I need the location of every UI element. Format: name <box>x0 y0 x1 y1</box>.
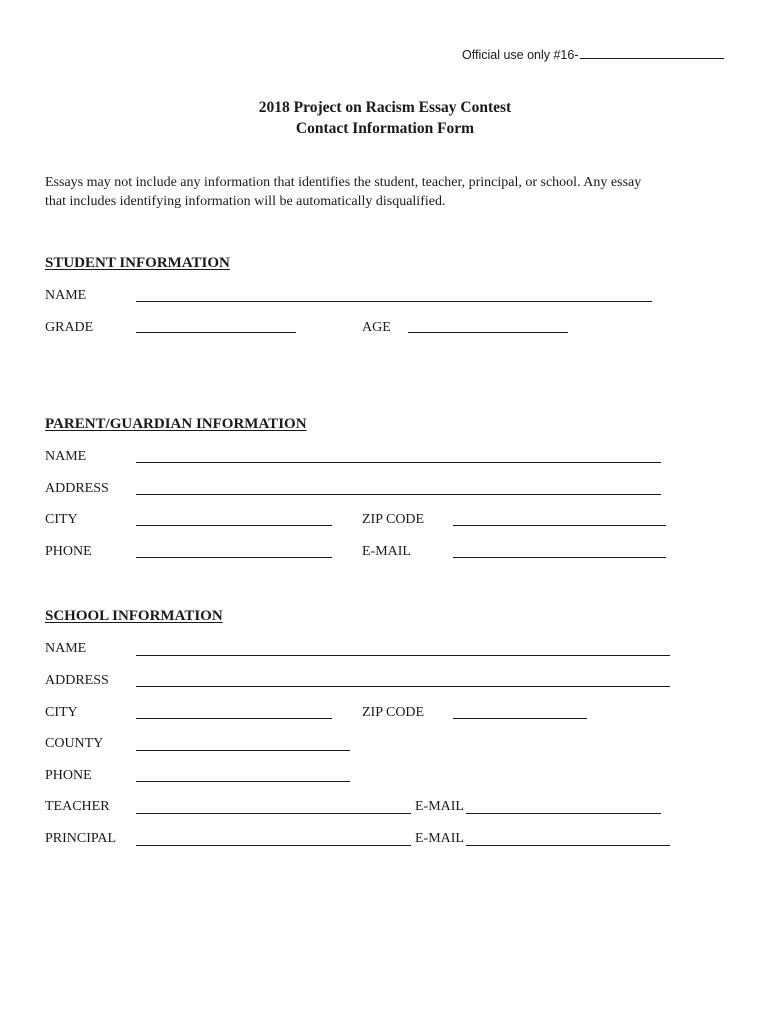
school-zip-field[interactable] <box>453 718 587 719</box>
student-age-label: AGE <box>362 320 391 335</box>
intro-text-line-1: Essays may not include any information that identifies the student, teacher, principal, or school. Any essay <box>45 175 642 190</box>
parent-email-label: E-MAIL <box>362 544 411 559</box>
principal-email-label: E-MAIL <box>415 831 464 846</box>
principal-label: PRINCIPAL <box>45 831 117 846</box>
school-section-heading: SCHOOL INFORMATION <box>45 608 223 624</box>
parent-address-label: ADDRESS <box>45 481 109 496</box>
school-phone-field[interactable] <box>136 781 350 782</box>
official-use-label: Official use only #16- <box>462 48 579 62</box>
school-city-field[interactable] <box>136 718 332 719</box>
form-subtitle: Contact Information Form <box>295 120 475 137</box>
parent-city-label: CITY <box>45 512 78 527</box>
parent-zip-label: ZIP CODE <box>362 512 425 527</box>
principal-name-field[interactable] <box>136 845 411 846</box>
teacher-email-field[interactable] <box>466 813 661 814</box>
student-age-field[interactable] <box>408 332 568 333</box>
school-address-label: ADDRESS <box>45 673 109 688</box>
school-city-label: CITY <box>45 705 78 720</box>
school-zip-label: ZIP CODE <box>362 705 425 720</box>
student-grade-field[interactable] <box>136 332 296 333</box>
school-county-field[interactable] <box>136 750 350 751</box>
student-grade-label: GRADE <box>45 320 94 335</box>
intro-text-line-2: that includes identifying information will be automatically disqualified. <box>45 194 446 209</box>
school-name-field[interactable] <box>136 655 670 656</box>
student-section-heading: STUDENT INFORMATION <box>45 255 230 271</box>
form-title: 2018 Project on Racism Essay Contest <box>258 99 512 116</box>
official-use-blank[interactable] <box>580 47 724 59</box>
school-county-label: COUNTY <box>45 736 104 751</box>
parent-name-field[interactable] <box>136 462 661 463</box>
official-use-field <box>462 47 724 62</box>
parent-phone-label: PHONE <box>45 544 92 559</box>
parent-section-heading: PARENT/GUARDIAN INFORMATION <box>45 416 307 432</box>
teacher-name-field[interactable] <box>136 813 411 814</box>
parent-zip-field[interactable] <box>453 525 666 526</box>
teacher-label: TEACHER <box>45 799 110 814</box>
student-name-field[interactable] <box>136 301 652 302</box>
school-address-field[interactable] <box>136 686 670 687</box>
parent-email-field[interactable] <box>453 557 666 558</box>
parent-name-label: NAME <box>45 449 87 464</box>
school-name-label: NAME <box>45 641 87 656</box>
principal-email-field[interactable] <box>466 845 670 846</box>
parent-city-field[interactable] <box>136 525 332 526</box>
teacher-email-label: E-MAIL <box>415 799 464 814</box>
school-phone-label: PHONE <box>45 768 92 783</box>
parent-phone-field[interactable] <box>136 557 332 558</box>
parent-address-field[interactable] <box>136 494 661 495</box>
student-name-label: NAME <box>45 288 87 303</box>
